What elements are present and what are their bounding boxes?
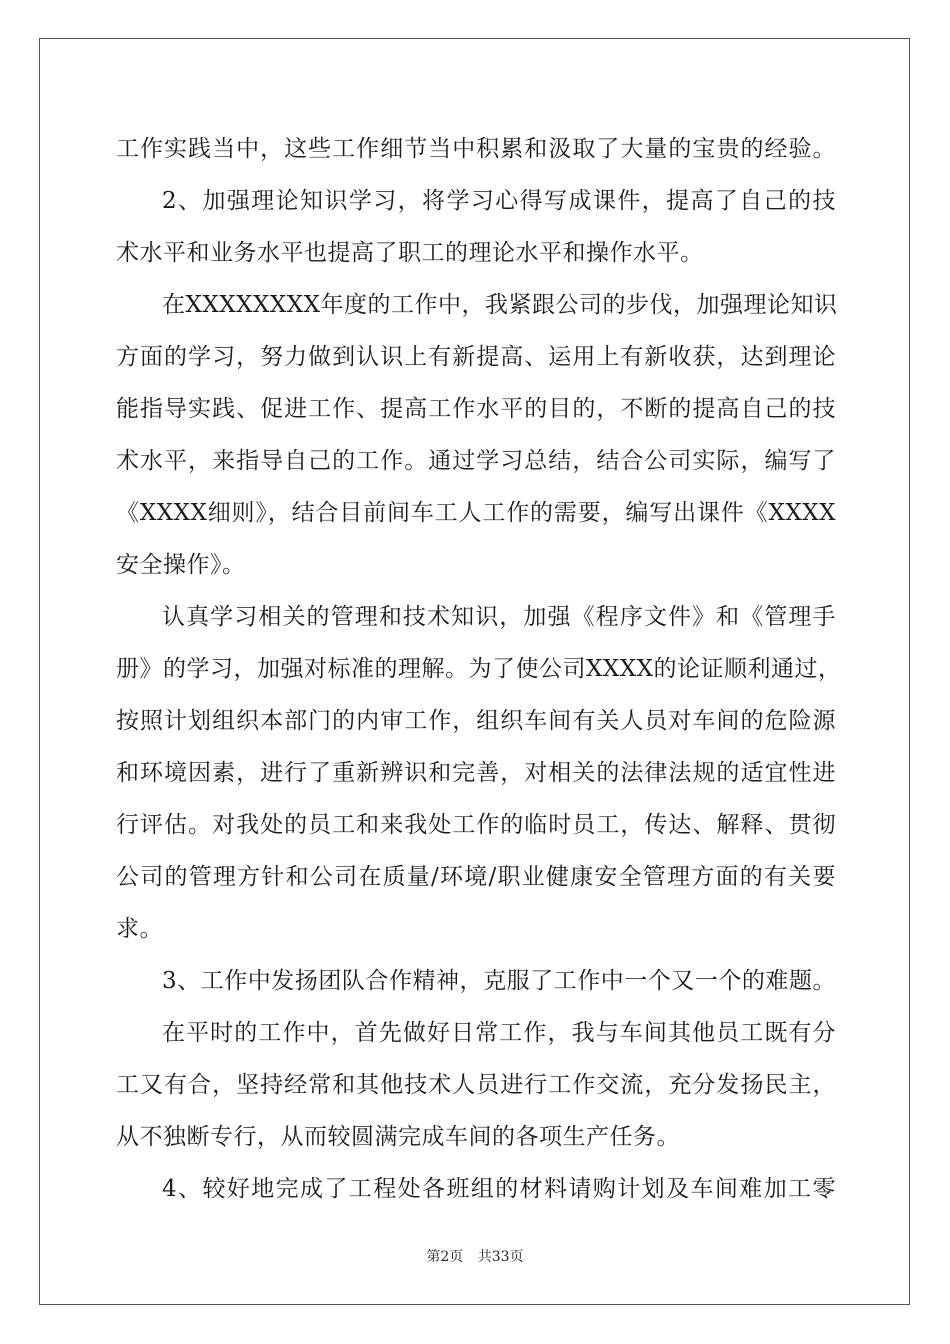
body-line: 工作实践当中，这些工作细节当中积累和汲取了大量的宝贵的经验。 <box>116 136 836 162</box>
body-line: 行评估。对我处的员工和来我处工作的临时员工，传达、解释、贯彻 <box>116 812 836 838</box>
page-total: 共33页 <box>477 1249 524 1265</box>
body-line: 和环境因素，进行了重新辨识和完善，对相关的法律法规的适宜性进 <box>116 760 836 786</box>
body-line: 安全操作》。 <box>116 552 246 578</box>
page-footer <box>0 1247 950 1267</box>
body-line: 从不独断专行，从而较圆满完成车间的各项生产任务。 <box>116 1124 680 1150</box>
body-line: 按照计划组织本部门的内审工作，组织车间有关人员对车间的危险源 <box>116 708 836 734</box>
body-line: 工又有合，坚持经常和其他技术人员进行工作交流，充分发扬民主， <box>116 1072 836 1098</box>
body-line: 《XXXX细则》，结合目前间车工人工作的需要，编写出课件《XXXX <box>116 500 836 526</box>
body-line: 册》的学习，加强对标准的理解。为了使公司XXXX的论证顺利通过， <box>116 656 842 682</box>
page-number: 第2页 <box>426 1249 464 1265</box>
body-line: 在XXXXXXXX年度的工作中，我紧跟公司的步伐，加强理论知识 <box>162 292 838 318</box>
body-line: 3、工作中发扬团队合作精神，克服了工作中一个又一个的难题。 <box>162 968 836 994</box>
body-line: 求。 <box>116 916 163 942</box>
body-line: 术水平和业务水平也提高了职工的理论水平和操作水平。 <box>116 240 704 266</box>
body-line: 能指导实践、促进工作、提高工作水平的目的，不断的提高自己的技 <box>116 396 836 422</box>
body-line: 2、加强理论知识学习，将学习心得写成课件，提高了自己的技 <box>162 188 836 214</box>
body-line: 术水平，来指导自己的工作。通过学习总结，结合公司实际，编写了 <box>116 448 836 474</box>
body-line: 在平时的工作中，首先做好日常工作，我与车间其他员工既有分 <box>162 1020 836 1046</box>
body-line: 4、较好地完成了工程处各班组的材料请购计划及车间难加工零 <box>162 1176 836 1202</box>
body-line: 方面的学习，努力做到认识上有新提高、运用上有新收获，达到理论 <box>116 344 836 370</box>
body-line: 认真学习相关的管理和技术知识，加强《程序文件》和《管理手 <box>162 604 836 630</box>
body-line: 公司的管理方针和公司在质量/环境/职业健康安全管理方面的有关要 <box>116 864 836 890</box>
